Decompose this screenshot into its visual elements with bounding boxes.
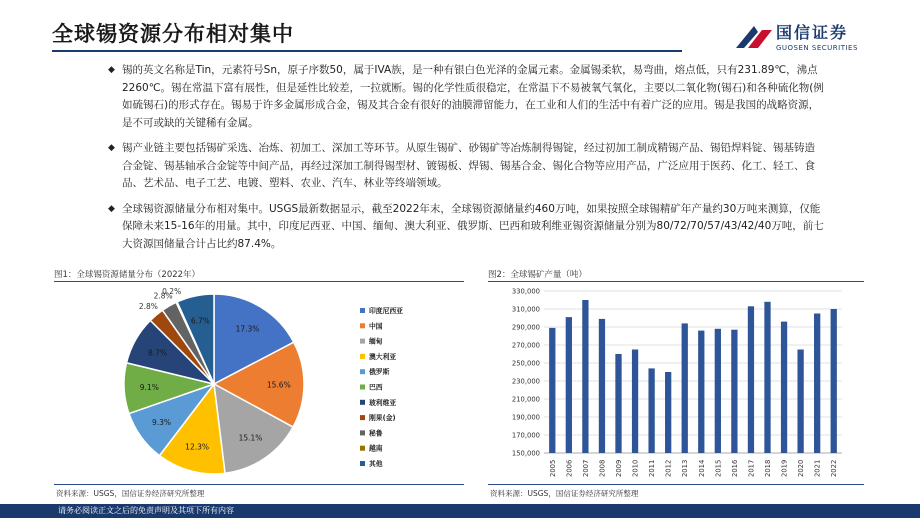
x-tick-label: 2015 [714, 459, 723, 477]
logo-name-en: GUOSEN SECURITIES [776, 44, 858, 52]
y-tick-label: 330,000 [511, 287, 540, 296]
paragraph-text: 锡产业链主要包括锡矿采选、冶炼、初加工、深加工等环节。从原生锡矿、砂锡矿等冶炼制得锡锭，经过初加工制成精锡产品、锡铅焊料锭、锡基铸造合金锭、锡基轴承合金锭等中间产品，再经过深加工制得锡型材、镀锡板、焊锡、锡基合金、锡化合物等应用产品，广泛应用于医药、化工、轻工、食品、艺术品、电子工艺、电镀、塑料、农业、汽车、林业等终端领域。 [122, 142, 815, 189]
x-tick-label: 2008 [598, 459, 607, 477]
pie-slice-label: 17.3% [235, 324, 260, 334]
x-tick-label: 2011 [648, 459, 657, 477]
x-tick-label: 2007 [581, 459, 590, 477]
bar [682, 323, 688, 453]
bar [632, 350, 638, 454]
x-tick-label: 2006 [565, 459, 574, 477]
bar-chart [486, 283, 866, 483]
y-tick-label: 290,000 [511, 323, 540, 332]
bar [764, 302, 770, 453]
footer-bar [0, 504, 920, 518]
y-tick-label: 270,000 [511, 341, 540, 350]
x-tick-label: 2012 [664, 459, 673, 477]
diamond-bullet-icon: ◆ [108, 143, 115, 153]
legend-swatch [360, 415, 365, 420]
diamond-bullet-icon: ◆ [108, 203, 115, 214]
y-tick-label: 230,000 [511, 377, 540, 386]
legend-swatch [360, 323, 365, 328]
paragraph [108, 62, 824, 132]
x-tick-label: 2018 [764, 459, 772, 477]
bar [731, 330, 737, 453]
pie-slice-label: 15.6% [266, 380, 291, 390]
y-tick-label: 250,000 [511, 359, 540, 368]
y-tick-label: 170,000 [511, 431, 540, 440]
x-tick-label: 2022 [830, 459, 839, 477]
legend-label: 缅甸 [369, 337, 383, 346]
page-title: 全球锡资源分布相对集中 [52, 22, 294, 46]
bar [814, 314, 820, 454]
figure2-source: 资料来源：USGS，国信证券经济研究所整理 [490, 489, 639, 498]
legend-swatch [360, 400, 365, 405]
legend-label: 巴西 [369, 383, 383, 392]
paragraph [108, 201, 824, 254]
figure2-top-rule [488, 281, 864, 282]
title-divider [52, 50, 682, 52]
paragraph [108, 140, 824, 193]
x-tick-label: 2019 [780, 459, 789, 477]
pie-slice-label: 0.2% [162, 287, 182, 297]
company-logo [734, 20, 884, 60]
bar [599, 319, 605, 453]
body-content [108, 62, 824, 261]
legend-label: 玻利维亚 [369, 398, 397, 407]
x-tick-label: 2005 [548, 459, 557, 477]
figure1-top-rule [54, 281, 464, 282]
pie-slice-label: 9.1% [139, 383, 159, 393]
x-tick-label: 2013 [681, 459, 690, 477]
figure1-title: 图1：全球锡资源储量分布（2022年） [54, 270, 201, 280]
figure2-bottom-rule [488, 484, 864, 485]
legend-swatch [360, 430, 365, 435]
pie-slice-label: 9.3% [151, 418, 172, 427]
x-tick-label: 2021 [813, 459, 822, 477]
legend-swatch [360, 385, 365, 390]
legend-swatch [360, 354, 365, 359]
pie-chart [54, 283, 474, 483]
figure1-source: 资料来源：USGS，国信证券经济研究所整理 [56, 489, 205, 498]
bar [781, 322, 787, 453]
figure1-bottom-rule [54, 484, 464, 485]
bar [549, 328, 555, 453]
paragraph-text: 锡的英文名称是Tin，元素符号Sn，原子序数50，属于IVA族，是一种有银白色光泽的金属元素。金属锡柔软，易弯曲，熔点低，只有231.89℃，沸点 2260℃。锡在常温下富有展性，但是延性比较差，一拉就断。锡的化学性质很稳定，在常温下不易被氧气氧化，主要以二氧化物(锡石)和各种硫化物(例如硫锡石)的形式存在。锡易于许多金属形成合金，锡及其合金有很好的油膜滞留能力，在工业和人们的生活中有着广泛的应用。锡是我国的战略资源，是不可或缺的关键稀有金属。 [122, 64, 824, 129]
legend-swatch [360, 446, 365, 451]
legend-label: 其他 [369, 460, 383, 468]
x-tick-label: 2016 [730, 459, 739, 477]
bar [831, 309, 837, 453]
x-tick-label: 2009 [615, 459, 623, 477]
diamond-bullet-icon: ◆ [108, 65, 115, 75]
pie-slice-label: 15.1% [238, 433, 263, 443]
legend-label: 越南 [369, 444, 383, 453]
y-tick-label: 210,000 [511, 395, 540, 404]
footer-disclaimer: 请务必阅读正文之后的免责声明及其项下所有内容 [58, 506, 234, 515]
legend-swatch [360, 461, 365, 466]
title-bar [0, 0, 920, 58]
pie-slice-label: 2.8% [153, 291, 173, 301]
x-tick-label: 2017 [747, 459, 756, 477]
bar [648, 368, 654, 453]
bar [748, 306, 754, 453]
y-tick-label: 310,000 [511, 305, 540, 314]
bar [566, 317, 572, 453]
bar [582, 300, 588, 453]
bar [715, 329, 721, 453]
paragraph-text: 全球锡资源储量分布相对集中。USGS最新数据显示，截至2022年末，全球锡资源储量约460万吨，如果按照全球锡精矿年产量约30万吨来测算，仅能保障未来15-16年的用量。其中，印度尼西亚、中国、缅甸、澳大利亚、俄罗斯、巴西和玻利维亚锡资源储量分别为80/72/70/57/43/42/40万吨，前七大资源国储量合计占比约87.4%。 [122, 202, 824, 250]
bar [698, 331, 704, 453]
pie-slice-label: 8.7% [147, 348, 168, 358]
bar [665, 372, 671, 453]
legend-label: 俄罗斯 [369, 368, 390, 377]
figure2-title: 图2：全球锡矿产量（吨） [488, 270, 587, 280]
x-tick-label: 2020 [797, 459, 806, 477]
pie-slice-label: 6.7% [190, 316, 210, 326]
bar [797, 350, 803, 454]
legend-label: 秘鲁 [369, 429, 383, 438]
pie-slice-label: 12.3% [185, 442, 210, 452]
y-tick-label: 190,000 [511, 413, 540, 422]
legend-label: 刚果(金) [369, 414, 396, 423]
legend-label: 中国 [369, 322, 383, 331]
x-tick-label: 2010 [631, 459, 640, 477]
y-tick-label: 150,000 [511, 449, 540, 458]
legend-label: 印度尼西亚 [369, 307, 403, 315]
x-tick-label: 2014 [697, 459, 706, 477]
legend-swatch [360, 339, 365, 344]
legend-swatch [360, 308, 365, 313]
bar [615, 354, 621, 453]
pie-slice-label: 2.8% [138, 301, 158, 311]
legend-label: 澳大利亚 [369, 352, 397, 361]
legend-swatch [360, 369, 365, 374]
logo-name-cn: 国信证券 [776, 23, 849, 42]
logo-mark-icon [734, 22, 774, 52]
